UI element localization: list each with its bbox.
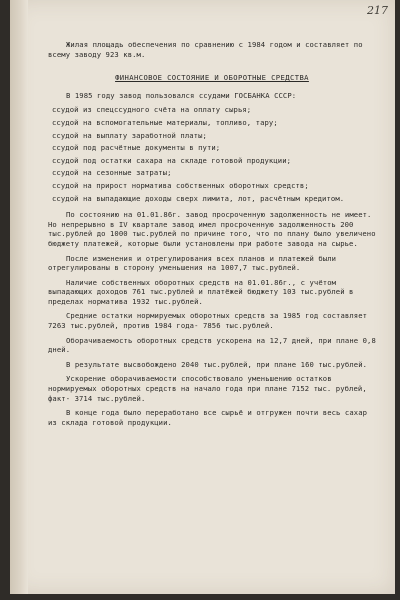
paragraph-own-working-capital: Наличие собственных оборотных средств на 01.01.86г., с учётом выпадающих доходов 761 тыс.рублей и платёжей бюджету 103 тыс.рублей в пределах норматива 1932 тыс.рублей. <box>48 277 354 306</box>
list-item: ссудой на выпадающие доходы сверх лимита, лот, расчётным кредитом. <box>52 193 345 203</box>
list-item: ссудой на прирост норматива собственных оборотных средств; <box>52 180 309 190</box>
folio-number: 217 <box>367 4 388 17</box>
list-item: ссудой на выплату заработной платы; <box>52 130 207 140</box>
intro-paragraph: Жилая площадь обеспечения по сравнению с 1984 годом и составляет по всему заводу 923 кв.м. <box>48 40 363 59</box>
loans-list <box>48 105 376 203</box>
list-item: ссудой под расчётные документы в пути; <box>52 143 221 153</box>
page-binding-edge <box>10 0 28 594</box>
section-heading: ФИНАНСОВОЕ СОСТОЯНИЕ И ОБОРОТНЫЕ СРЕДСТВА <box>115 73 309 83</box>
paragraph-overdue-debt: По состоянию на 01.01.86г. завод просроченную задолженность не имеет. Но непрерывно в IV квартале завод имел просроченную задолженность 200 тыс.рублей до 1000 тыс.рублей по причине того, что по плану было увеличено бюджету платежей, которые были установлены при работе завода на сырье. <box>48 210 376 248</box>
paragraph-average-balances: Средние остатки нормируемых оборотных средств за 1985 год составляет 7263 тыс.рублей, против 1984 года- 7856 тыс.рублей. <box>48 311 368 331</box>
paragraph-released-funds: В результате высвобождено 2040 тыс.рублей, при плане 160 тыс.рублей. <box>66 359 368 369</box>
paragraph-year-end: В конце года было переработано все сырьё и отгружен почти весь сахар из склада готовой продукции. <box>48 408 368 427</box>
paragraph-plan-adjustment: После изменения и отрегулирования всех планов и платежей были отрегулированы в сторону уменьшения на 1007,7 тыс.рублей. <box>48 253 337 273</box>
list-item: ссудой из спецссудного счёта на оплату сырья; <box>52 105 252 115</box>
list-item: ссудой на сезонные затраты; <box>52 168 172 178</box>
paragraph-turnover: Оборачиваемость оборотных средств ускорена на 12,7 дней, при плане 0,8 дней. <box>48 335 376 355</box>
list-item: ссудой на вспомогательные материалы, топливо, тару; <box>52 117 278 127</box>
loans-intro: В 1985 году завод пользовался ссудами ГОСБАНКА СССР: <box>66 90 297 100</box>
list-item: ссудой под остатки сахара на складе готовой продукции; <box>52 155 292 165</box>
document-body <box>48 40 376 432</box>
paragraph-turnover-acceleration: Ускорение оборачиваемости способствовало уменьшению остатков нормируемых оборотных средств на начало года при плане 7152 тыс. рублей, факт- 3714 тыс.рублей. <box>48 374 367 403</box>
